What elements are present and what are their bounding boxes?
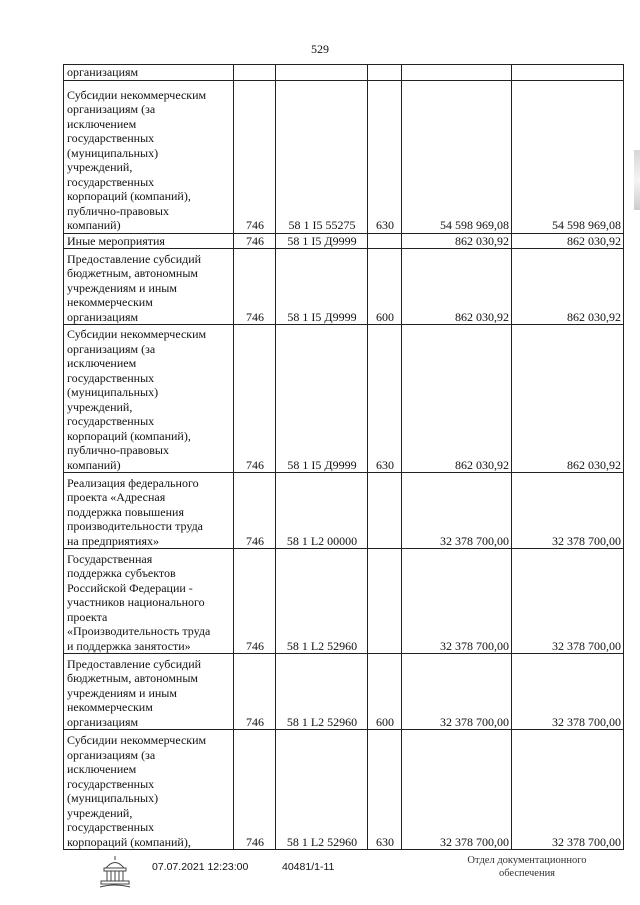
row-grbs-code: 746 [234, 549, 276, 654]
row-target-article: 58 1 L2 00000 [276, 473, 368, 549]
page-number: 529 [311, 42, 329, 56]
row-name: Предоставление субсидий бюджетным, автономным учреждениям и иным некоммерческим организациям [64, 654, 234, 730]
row-amount-2: 32 378 700,00 [512, 654, 624, 730]
row-grbs-code: 746 [234, 233, 276, 249]
row-amount-2: 862 030,92 [512, 325, 624, 473]
row-target-article: 58 1 I5 Д9999 [276, 249, 368, 325]
row-name: организациям [64, 65, 234, 81]
footer-datetime: 07.07.2021 12:23:00 [152, 861, 249, 873]
row-amount-1: 862 030,92 [402, 233, 512, 249]
row-grbs-code: 746 [234, 730, 276, 850]
row-target-article: 58 1 I5 Д9999 [276, 325, 368, 473]
row-grbs-code [234, 65, 276, 81]
row-amount-1: 32 378 700,00 [402, 730, 512, 850]
row-grbs-code: 746 [234, 325, 276, 473]
row-expense-type [368, 549, 402, 654]
row-amount-2 [512, 65, 624, 81]
row-amount-1: 32 378 700,00 [402, 654, 512, 730]
row-amount-2: 32 378 700,00 [512, 549, 624, 654]
row-amount-1 [402, 65, 512, 81]
row-expense-type [368, 65, 402, 81]
row-name: Иные мероприятия [64, 233, 234, 249]
row-name: Субсидии некоммерческим организациям (за исключением государственных (муниципальных) учреждений, государственных корпораций (компаний), [64, 730, 234, 850]
row-expense-type: 600 [368, 249, 402, 325]
row-name: Субсидии некоммерческим организациям (за исключением государственных (муниципальных) учреждений, государственных корпораций (компаний), публично-правовых компаний) [64, 80, 234, 233]
table-row [64, 654, 624, 730]
row-amount-1: 32 378 700,00 [402, 549, 512, 654]
budget-table [63, 64, 624, 850]
table-row [64, 549, 624, 654]
table-row [64, 473, 624, 549]
row-grbs-code: 746 [234, 473, 276, 549]
row-target-article: 58 1 I5 Д9999 [276, 233, 368, 249]
row-expense-type: 630 [368, 80, 402, 233]
row-amount-1: 862 030,92 [402, 249, 512, 325]
row-grbs-code: 746 [234, 80, 276, 233]
row-name: Предоставление субсидий бюджетным, автономным учреждениям и иным некоммерческим организациям [64, 249, 234, 325]
table-row [64, 233, 624, 249]
footer-department-stamp: Отдел документационного обеспечения [467, 855, 587, 879]
row-expense-type: 630 [368, 730, 402, 850]
row-name: Субсидии некоммерческим организациям (за исключением государственных (муниципальных) учреждений, государственных корпораций (компаний), публично-правовых компаний) [64, 325, 234, 473]
row-amount-2: 32 378 700,00 [512, 730, 624, 850]
table-row [64, 65, 624, 81]
row-target-article [276, 65, 368, 81]
row-amount-1: 862 030,92 [402, 325, 512, 473]
row-amount-1: 54 598 969,08 [402, 80, 512, 233]
row-amount-2: 862 030,92 [512, 233, 624, 249]
row-target-article: 58 1 L2 52960 [276, 730, 368, 850]
row-target-article: 58 1 L2 52960 [276, 549, 368, 654]
row-grbs-code: 746 [234, 249, 276, 325]
row-expense-type: 600 [368, 654, 402, 730]
row-expense-type [368, 473, 402, 549]
table-row [64, 80, 624, 233]
row-name: Государственная поддержка субъектов Российской Федерации - участников национального проекта «Производительность труда и поддержка занятости» [64, 549, 234, 654]
row-amount-1: 32 378 700,00 [402, 473, 512, 549]
row-target-article: 58 1 L2 52960 [276, 654, 368, 730]
row-target-article: 58 1 I5 55275 [276, 80, 368, 233]
table-row [64, 730, 624, 850]
row-amount-2: 54 598 969,08 [512, 80, 624, 233]
row-expense-type [368, 233, 402, 249]
row-expense-type: 630 [368, 325, 402, 473]
footer-document-number: 40481/1-11 [282, 861, 335, 873]
row-grbs-code: 746 [234, 654, 276, 730]
parliament-building-icon [98, 854, 132, 890]
row-name: Реализация федерального проекта «Адресная поддержка повышения производительности труда на предприятиях» [64, 473, 234, 549]
scan-edge-mark [634, 150, 640, 210]
row-amount-2: 32 378 700,00 [512, 473, 624, 549]
row-amount-2: 862 030,92 [512, 249, 624, 325]
table-row [64, 249, 624, 325]
table-row [64, 325, 624, 473]
